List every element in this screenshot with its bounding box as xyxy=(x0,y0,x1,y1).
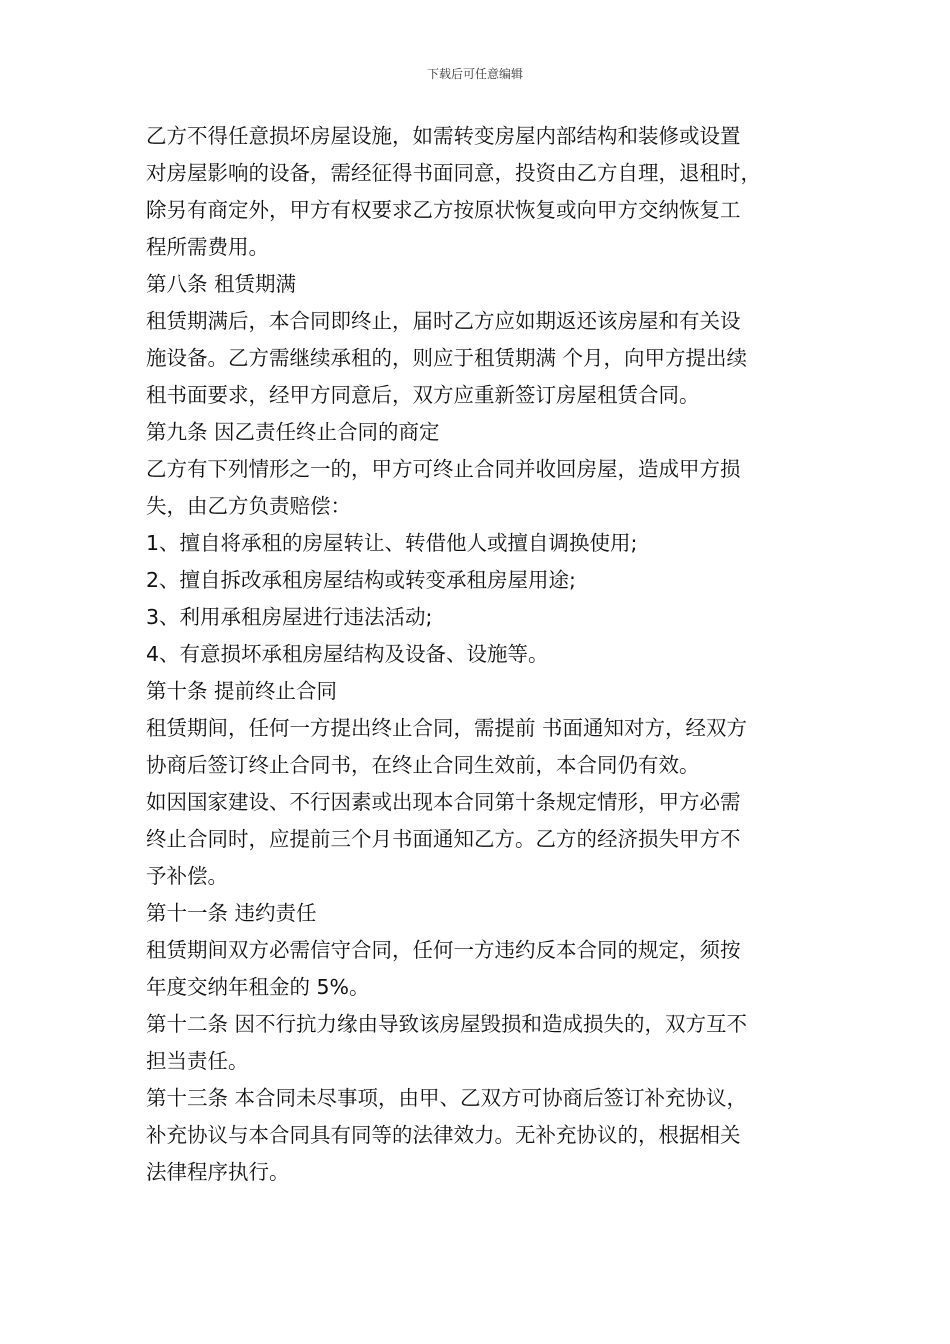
section-heading-13: 第十三条 本合同未尽事项，由甲、乙双方可协商后签订补充协议， xyxy=(146,1086,748,1110)
page-header: 下载后可任意编辑 xyxy=(426,67,523,81)
text-line: 租赁期间双方必需信守合同，任何一方违约反本合同的规定，须按 xyxy=(146,938,741,962)
text-line: 担当责任。 xyxy=(146,1049,249,1073)
text-line: 年度交纳年租金的 5%。 xyxy=(146,975,370,999)
text-line: 对房屋影响的设备，需经征得书面同意，投资由乙方自理，退租时， xyxy=(146,161,761,185)
text-line: 如因国家建设、不行因素或出现本合同第十条规定情形，甲方必需 xyxy=(146,790,741,814)
text-line: 予补偿。 xyxy=(146,864,228,888)
list-item: 1、擅自将承租的房屋转让、转借他人或擅自调换使用; xyxy=(146,531,638,555)
list-item: 3、利用承租房屋进行违法活动; xyxy=(146,605,433,629)
text-line: 失，由乙方负责赔偿： xyxy=(146,494,351,518)
text-line: 租赁期满后，本合同即终止，届时乙方应如期返还该房屋和有关设 xyxy=(146,309,741,333)
section-heading-11: 第十一条 违约责任 xyxy=(146,901,317,925)
section-heading-8: 第八条 租赁期满 xyxy=(146,272,297,296)
text-line: 程所需费用。 xyxy=(146,235,269,259)
text-line: 除另有商定外，甲方有权要求乙方按原状恢复或向甲方交纳恢复工 xyxy=(146,198,741,222)
section-heading-12: 第十二条 因不行抗力缘由导致该房屋毁损和造成损失的，双方互不 xyxy=(146,1012,748,1036)
text-line: 租赁期间，任何一方提出终止合同，需提前 书面通知对方，经双方 xyxy=(146,716,748,740)
text-line: 施设备。乙方需继续承租的，则应于租赁期满 个月，向甲方提出续 xyxy=(146,346,748,370)
section-heading-10: 第十条 提前终止合同 xyxy=(146,679,338,703)
section-heading-9: 第九条 因乙责任终止合同的商定 xyxy=(146,420,440,444)
text-line: 乙方不得任意损坏房屋设施，如需转变房屋内部结构和装修或设置 xyxy=(146,124,741,148)
list-item: 4、有意损坏承租房屋结构及设备、设施等。 xyxy=(146,642,549,666)
document-body xyxy=(146,118,816,1191)
text-line: 法律程序执行。 xyxy=(146,1160,290,1184)
text-line: 协商后签订终止合同书，在终止合同生效前，本合同仍有效。 xyxy=(146,753,700,777)
text-line: 租书面要求，经甲方同意后，双方应重新签订房屋租赁合同。 xyxy=(146,383,700,407)
text-line: 终止合同时，应提前三个月书面通知乙方。乙方的经济损失甲方不 xyxy=(146,827,741,851)
list-item: 2、擅自拆改承租房屋结构或转变承租房屋用途; xyxy=(146,568,576,592)
text-line: 乙方有下列情形之一的，甲方可终止合同并收回房屋，造成甲方损 xyxy=(146,457,741,481)
text-line: 补充协议与本合同具有同等的法律效力。无补充协议的，根据相关 xyxy=(146,1123,741,1147)
